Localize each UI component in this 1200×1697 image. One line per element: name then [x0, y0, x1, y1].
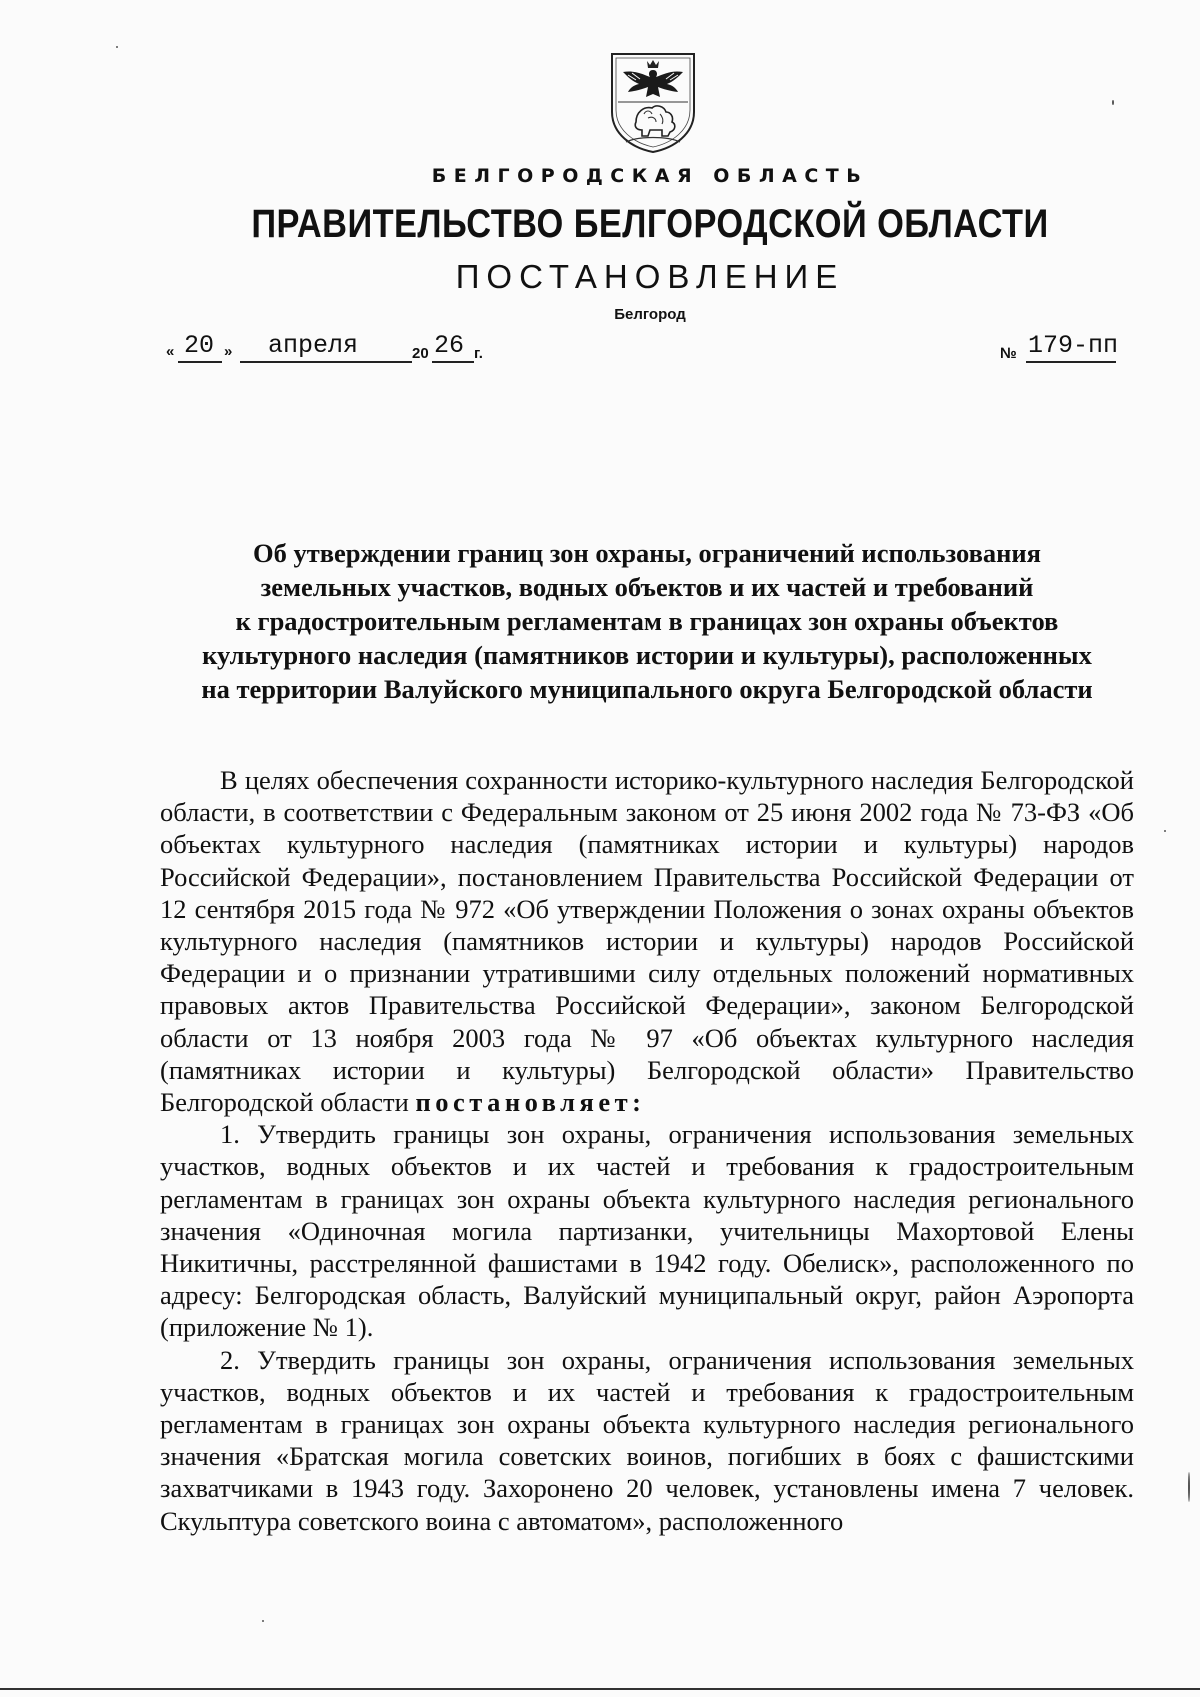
date-month: апреля	[268, 331, 359, 360]
item-2-paragraph: 2. Утвердить границы зон охраны, ограничения использования земельных участков, водных объектов и их частей и требования к градостроительным регламентам в границах зон охраны объекта культурного наследия регионального значения «Братская могила советских воинов, погибших в боях с фашистскими захватчиками в 1943 году. Захоронено 20 человек, установлены имена 7 человек. Скульптура советского воина с автоматом», расположенного	[160, 1344, 1134, 1536]
date-year-suffix: 26	[434, 331, 465, 360]
scan-speck	[262, 1620, 264, 1622]
number-underline	[1026, 361, 1116, 363]
scan-speck	[116, 46, 118, 48]
scan-edge-line	[0, 1688, 1200, 1690]
date-year-mark: г.	[474, 345, 483, 362]
scan-speck	[1112, 100, 1114, 105]
region-name: БЕЛГОРОДСКАЯ ОБЛАСТЬ	[431, 165, 869, 187]
title-line: земельных участков, водных объектов и их частей и требований	[260, 572, 1034, 602]
scan-speck	[1164, 830, 1166, 832]
day-underline	[178, 361, 222, 363]
date-year-prefix: 20	[412, 345, 429, 362]
scan-speck	[1188, 1472, 1190, 1502]
number-prefix: №	[1000, 345, 1017, 362]
date-open-quote: «	[166, 343, 175, 360]
government-name: ПРАВИТЕЛЬСТВО БЕЛГОРОДСКОЙ ОБЛАСТИ	[251, 202, 1049, 246]
item-1-paragraph: 1. Утвердить границы зон охраны, ограничения использования земельных участков, водных объектов и их частей и требования к градостроительным регламентам в границах зон охраны объекта культурного наследия регионального значения «Одиночная могила партизанки, учительницы Махортовой Елены Никитичны, расстрелянной фашистами в 1942 году. Обелиск», расположенного по адресу: Белгородская область, Валуйский муниципальный округ, район Аэропорта (приложение № 1).	[160, 1119, 1134, 1343]
date-close-quote: »	[224, 343, 233, 360]
title-line: к градостроительным регламентам в границах зон охраны объектов	[235, 606, 1059, 636]
date-day: 20	[184, 331, 215, 360]
resolves-word: постановляет:	[415, 1087, 646, 1118]
city-name: Белгород	[614, 306, 686, 323]
document-body	[160, 764, 1134, 1537]
year-underline	[432, 361, 474, 363]
number-value: 179-пп	[1028, 331, 1119, 360]
title-line: на территории Валуйского муниципального округа Белгородской области	[201, 674, 1093, 704]
month-underline	[240, 361, 412, 363]
coat-of-arms-icon	[606, 50, 700, 154]
title-line: Об утверждении границ зон охраны, ограничений использования	[252, 538, 1042, 568]
intro-text: В целях обеспечения сохранности историко-культурного наследия Белгородской области, в соответствии с Федеральным законом от 25 июня 2002 года № 73-ФЗ «Об объектах культурного наследия (памятниках истории и культуры) народов Российской Федерации», постановлением Правительства Российской Федерации от 12 сентября 2015 года № 972 «Об утверждении Положения о зонах охраны объектов культурного наследия (памятников истории и культуры) народов Российской Федерации и о признании утратившими силу отдельных положений нормативных правовых актов Правительства Российской Федерации», законом Белгородской области от 13 ноября 2003 года № 97 «Об объектах культурного наследия (памятниках истории и культуры) Белгородской области» Правительство Белгородской области	[160, 765, 1134, 1118]
title-line: культурного наследия (памятников истории и культуры), расположенных	[202, 640, 1092, 670]
intro-paragraph	[160, 764, 1134, 1118]
document-title	[160, 536, 1134, 706]
document-type: ПОСТАНОВЛЕНИЕ	[455, 258, 845, 295]
